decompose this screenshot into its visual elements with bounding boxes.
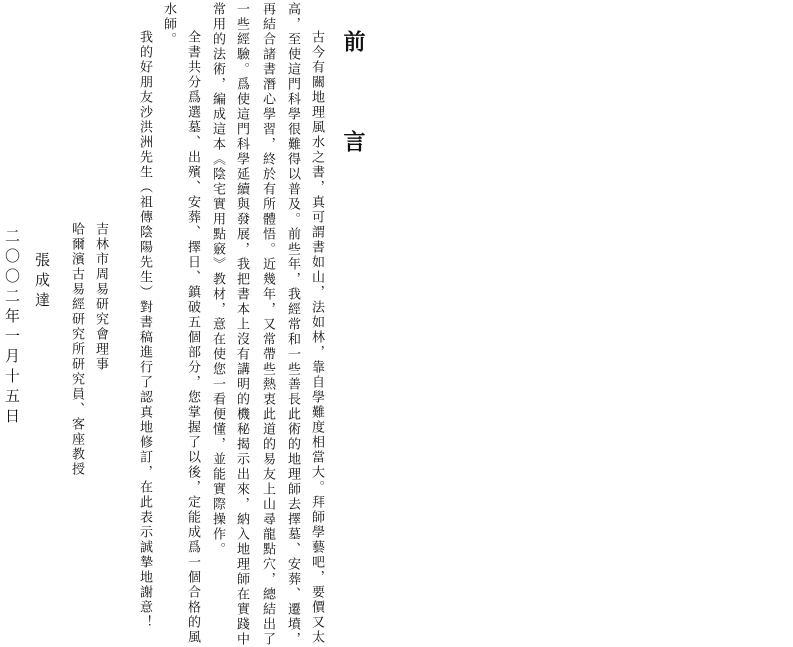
- signature-title-1: 吉林市周易研究會理事: [93, 222, 108, 372]
- page-title: 前 言: [340, 30, 366, 178]
- paragraph-line-5: 常用的法術，編成這本《陰宅實用點竅》教材，意在使您一看便懂，並能實際操作。: [210, 2, 225, 557]
- paragraph-line-4: 一些經驗。爲使這門科學延續與發展，我把書本上沒有講明的機秘揭示出來，納入地理師在實踐中: [234, 2, 249, 647]
- paragraph-line-2: 高，至使這門科學很難得以普及。前些年，我經常和一些善長此術的地理師去擇墓、安葬、遷墳，: [285, 2, 300, 647]
- paragraph-line-8: 我的好朋友沙洪洲先生（祖傳陰陽先生）對書稿進行了認真地修訂，在此表示誠摯地謝意！: [137, 30, 152, 630]
- paragraph-line-3: 再結合諸書潛心學習，終於有所體悟。近幾年，又常帶些熱衷此道的易友上山尋龍點穴，總結出了: [260, 2, 275, 647]
- paragraph-line-7: 水師。: [161, 2, 176, 47]
- signature-title-2: 哈爾濱古易經研究所研究員、客座教授: [69, 222, 84, 477]
- signature-name: 張成達: [33, 252, 51, 312]
- paragraph-line-6: 全書共分爲選墓、出殯、安葬、擇日、鎮破五個部分，您掌握了以後，定能成爲一個合格的風: [185, 30, 200, 645]
- paragraph-line-1: 古今有關地理風水之書，真可謂書如山，法如林，靠自學難度相當大。拜師學藝吧，要價又太: [309, 30, 324, 645]
- signature-date: 二〇〇二年一月十五日: [3, 228, 21, 428]
